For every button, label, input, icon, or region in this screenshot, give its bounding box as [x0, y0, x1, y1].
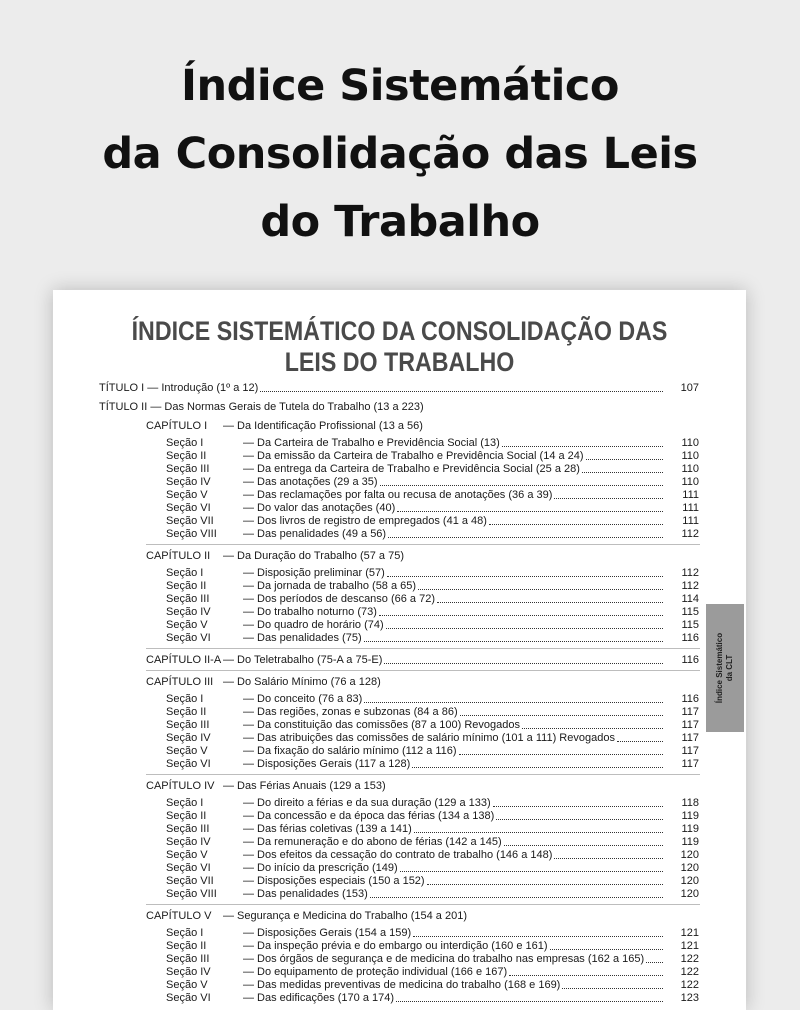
- toc-entry-text: — Do equipamento de proteção individual (166 e 167): [243, 966, 508, 978]
- toc-page-number: 110: [681, 450, 699, 462]
- toc-title-entry[interactable]: [99, 382, 699, 395]
- toc-page-number: 115: [681, 619, 699, 631]
- chapter-divider: [146, 904, 700, 905]
- toc-section-entry[interactable]: [166, 953, 699, 966]
- toc-entry-label: [166, 693, 362, 706]
- toc-section-entry[interactable]: [166, 693, 699, 706]
- toc-entry-text: — Dos órgãos de segurança e de medicina do trabalho nas empresas (162 a 165): [243, 953, 645, 965]
- toc-section-entry[interactable]: [166, 463, 699, 476]
- toc-entry-label: [166, 836, 502, 849]
- toc-entry-label: [166, 979, 560, 992]
- toc-entry-number: CAPÍTULO II-A: [146, 654, 222, 666]
- toc-section-entry[interactable]: [166, 823, 699, 836]
- dot-leader: [550, 949, 663, 950]
- toc-entry-label: [166, 502, 395, 515]
- toc-entry-text: — Da entrega da Carteira de Trabalho e Previdência Social (25 a 28): [243, 463, 580, 475]
- toc-entry-label: [146, 654, 382, 667]
- toc-entry-label: [166, 797, 491, 810]
- dot-leader: [396, 1001, 663, 1002]
- toc-entry-label: [166, 632, 362, 645]
- toc-entry-text: — Das penalidades (75): [243, 632, 362, 644]
- toc-entry-label: [146, 910, 467, 923]
- toc-entry-text: — Da inspeção prévia e do embargo ou interdição (160 e 161): [243, 940, 548, 952]
- toc-section-entry[interactable]: [166, 593, 699, 606]
- toc-entry-label: [166, 875, 425, 888]
- toc-entry-text: — Das edificações (170 a 174): [243, 992, 395, 1004]
- dot-leader: [554, 858, 663, 859]
- toc-title-entry[interactable]: [99, 401, 699, 414]
- toc-chapter-entry[interactable]: [146, 676, 699, 689]
- dot-leader: [459, 754, 663, 755]
- dot-leader: [364, 641, 663, 642]
- dot-leader: [380, 485, 663, 486]
- toc-chapter-entry[interactable]: [146, 780, 699, 793]
- toc-entry-text: — Das Férias Anuais (129 a 153): [223, 780, 386, 792]
- toc-entry-text: — Do início da prescrição (149): [243, 862, 398, 874]
- toc-entry-label: [166, 966, 507, 979]
- toc-entry-text: — Do conceito (76 a 83): [243, 693, 363, 705]
- side-tab[interactable]: [706, 604, 744, 732]
- toc-entry-text: — Das reclamações por falta ou recusa de anotações (36 a 39): [243, 489, 553, 501]
- toc-section-entry[interactable]: [166, 992, 699, 1005]
- dot-leader: [489, 524, 663, 525]
- toc-entry-text: — Disposições Gerais (117 a 128): [243, 758, 411, 770]
- dot-leader: [364, 702, 663, 703]
- toc-entry-text: — Da Carteira de Trabalho e Previdência Social (13): [243, 437, 500, 449]
- toc-entry-number: Seção I: [166, 693, 204, 705]
- toc-section-entry[interactable]: [166, 567, 699, 580]
- document-page: [53, 290, 746, 1010]
- dot-leader: [413, 936, 663, 937]
- toc-entry-label: [166, 758, 410, 771]
- toc-entry-label: [146, 676, 381, 689]
- toc-entry-text: — Das regiões, zonas e subzonas (84 a 86): [243, 706, 458, 718]
- toc-entry-number: Seção VII: [166, 515, 214, 527]
- toc-entry-text: — Da jornada de trabalho (58 a 65): [243, 580, 417, 592]
- document-title-line: ÍNDICE SISTEMÁTICO DA CONSOLIDAÇÃO DAS: [131, 316, 668, 346]
- toc-page-number: 123: [680, 992, 699, 1004]
- toc-section-entry[interactable]: [166, 940, 699, 953]
- toc-entry-label: [166, 567, 385, 580]
- toc-page-number: 112: [681, 567, 699, 579]
- dot-leader: [502, 446, 663, 447]
- document-title-line: LEIS DO TRABALHO: [284, 347, 515, 377]
- dot-leader: [384, 663, 663, 664]
- dot-leader: [418, 589, 663, 590]
- toc-entry-number: Seção VI: [166, 992, 211, 1004]
- toc-entry-number: Seção VIII: [166, 528, 217, 540]
- dot-leader: [460, 715, 663, 716]
- heading-line: da Consolidação das Leis: [102, 129, 698, 179]
- toc-page-number: 118: [681, 797, 699, 809]
- toc-page-number: 117: [681, 719, 699, 731]
- toc-entry-label: [166, 489, 552, 502]
- chapter-divider: [146, 648, 700, 649]
- toc-chapter-entry[interactable]: [146, 654, 699, 667]
- heading-line: do Trabalho: [260, 197, 540, 247]
- toc-entry-number: Seção III: [166, 953, 210, 965]
- toc-page-number: 112: [681, 528, 699, 540]
- toc-entry-text: — Da fixação do salário mínimo (112 a 116): [243, 745, 457, 757]
- side-tab-label-line: Índice Sistemático: [715, 632, 724, 704]
- toc-page-number: 122: [680, 979, 699, 991]
- toc-entry-label: [166, 823, 412, 836]
- toc-page-number: 114: [681, 593, 699, 605]
- toc-entry-text: — Do valor das anotações (40): [243, 502, 396, 514]
- toc-section-entry[interactable]: [166, 515, 699, 528]
- toc-entry-number: Seção V: [166, 849, 208, 861]
- toc-entry-label: [166, 810, 494, 823]
- toc-entry-label: [166, 606, 377, 619]
- toc-entry-number: Seção I: [166, 437, 204, 449]
- toc-section-entry[interactable]: [166, 927, 699, 940]
- toc-section-entry[interactable]: [166, 797, 699, 810]
- toc-entry-text: — Da Duração do Trabalho (57 a 75): [223, 550, 404, 562]
- toc-entry-text: — Do direito a férias e da sua duração (129 a 133): [243, 797, 491, 809]
- toc-section-entry[interactable]: [166, 849, 699, 862]
- toc-entry-number: Seção VI: [166, 862, 211, 874]
- dot-leader: [370, 897, 663, 898]
- toc-entry-text: — Disposições especiais (150 a 152): [243, 875, 425, 887]
- toc-entry-label: [146, 550, 404, 563]
- toc-entry-label: [146, 780, 386, 793]
- dot-leader: [397, 511, 663, 512]
- toc-entry-text: — Disposições Gerais (154 a 159): [243, 927, 412, 939]
- toc-page-number: 122: [680, 966, 699, 978]
- toc-section-entry[interactable]: [166, 632, 699, 645]
- toc-entry-number: Seção IV: [166, 476, 211, 488]
- toc-entry-text: — Das penalidades (49 a 56): [243, 528, 387, 540]
- toc-page-number: 120: [680, 888, 699, 900]
- toc-entry-text: — Das anotações (29 a 35): [243, 476, 378, 488]
- toc-section-entry[interactable]: [166, 606, 699, 619]
- toc-section-entry[interactable]: [166, 719, 699, 732]
- toc-entry-label: [166, 719, 520, 732]
- toc-entry-label: [146, 420, 423, 433]
- toc-entry-number: Seção I: [166, 567, 204, 579]
- toc-entry-number: Seção IV: [166, 966, 211, 978]
- toc-entry-text: — Das penalidades (153): [243, 888, 368, 900]
- toc-page-number: 116: [681, 654, 699, 666]
- document-title: [102, 316, 698, 378]
- toc-page-number: 111: [682, 502, 699, 514]
- toc-entry-label: [166, 732, 615, 745]
- toc-entry-number: CAPÍTULO II: [146, 550, 211, 562]
- toc-entry-label: [166, 953, 644, 966]
- toc-entry-number: Seção V: [166, 619, 208, 631]
- toc-entry-text: TÍTULO II — Das Normas Gerais de Tutela do Trabalho (13 a 223): [99, 401, 424, 413]
- dot-leader: [379, 615, 663, 616]
- page-heading: [0, 52, 800, 256]
- dot-leader: [586, 459, 663, 460]
- toc-section-entry[interactable]: [166, 706, 699, 719]
- toc-chapter-entry[interactable]: [146, 420, 699, 433]
- toc-section-entry[interactable]: [166, 966, 699, 979]
- toc-page-number: 111: [682, 515, 699, 527]
- toc-page-number: 117: [681, 732, 699, 744]
- dot-leader: [260, 391, 663, 392]
- toc-page-number: 122: [680, 953, 699, 965]
- dot-leader: [437, 602, 663, 603]
- toc-section-entry[interactable]: [166, 502, 699, 515]
- side-tab-label: [715, 608, 735, 728]
- toc-section-entry[interactable]: [166, 758, 699, 771]
- heading-line: Índice Sistemático: [181, 61, 619, 111]
- toc-entry-number: Seção VIII: [166, 888, 217, 900]
- toc-page-number: 119: [681, 810, 699, 822]
- toc-entry-label: [166, 476, 378, 489]
- toc-entry-number: CAPÍTULO V: [146, 910, 212, 922]
- toc-page-number: 116: [681, 693, 699, 705]
- toc-entry-number: CAPÍTULO III: [146, 676, 214, 688]
- toc-page-number: 116: [681, 632, 699, 644]
- toc-section-entry[interactable]: [166, 862, 699, 875]
- toc-entry-number: Seção III: [166, 593, 210, 605]
- toc-entry-label: [99, 382, 258, 395]
- toc-page-number: 121: [680, 927, 699, 939]
- toc-page-number: 117: [681, 745, 699, 757]
- toc-entry-number: CAPÍTULO I: [146, 420, 208, 432]
- toc-entry-text: — Da emissão da Carteira de Trabalho e Previdência Social (14 a 24): [243, 450, 584, 462]
- dot-leader: [522, 728, 663, 729]
- toc-entry-number: Seção I: [166, 797, 204, 809]
- toc-section-entry[interactable]: [166, 450, 699, 463]
- toc-entry-text: — Segurança e Medicina do Trabalho (154 a 201): [223, 910, 467, 922]
- toc-entry-label: [166, 437, 500, 450]
- toc-entry-number: Seção V: [166, 745, 208, 757]
- toc-page-number: 110: [681, 463, 699, 475]
- toc-entry-text: — Dos períodos de descanso (66 a 72): [243, 593, 436, 605]
- toc-section-entry[interactable]: [166, 489, 699, 502]
- toc-entry-label: [166, 528, 386, 541]
- dot-leader: [496, 819, 663, 820]
- dot-leader: [509, 975, 663, 976]
- toc-entry-number: Seção I: [166, 927, 204, 939]
- toc-entry-number: Seção II: [166, 940, 207, 952]
- toc-entry-text: — Dos livros de registro de empregados (41 a 48): [243, 515, 487, 527]
- toc-section-entry[interactable]: [166, 732, 699, 745]
- toc-entry-number: Seção VI: [166, 758, 211, 770]
- toc-section-entry[interactable]: [166, 875, 699, 888]
- toc-entry-text: TÍTULO I — Introdução (1º a 12): [99, 382, 259, 394]
- dot-leader: [427, 884, 663, 885]
- toc-entry-label: [166, 619, 384, 632]
- dot-leader: [412, 767, 663, 768]
- toc-entry-text: — Das atribuições das comissões de salário mínimo (101 a 111) Revogados: [243, 732, 615, 744]
- toc-page-number: 110: [681, 476, 699, 488]
- toc-entry-number: Seção V: [166, 489, 208, 501]
- toc-section-entry[interactable]: [166, 528, 699, 541]
- toc-entry-text: — Das férias coletivas (139 a 141): [243, 823, 412, 835]
- toc-page-number: 120: [680, 849, 699, 861]
- toc-page-number: 119: [681, 836, 699, 848]
- dot-leader: [388, 537, 663, 538]
- toc-entry-label: [99, 401, 424, 414]
- toc-entry-label: [166, 515, 487, 528]
- toc-section-entry[interactable]: [166, 437, 699, 450]
- toc-entry-label: [166, 862, 398, 875]
- toc-page-number: 120: [680, 862, 699, 874]
- toc-page-number: 117: [681, 706, 699, 718]
- chapter-divider: [146, 670, 700, 671]
- toc-entry-number: Seção III: [166, 463, 210, 475]
- toc-entry-label: [166, 940, 548, 953]
- toc-entry-label: [166, 992, 394, 1005]
- toc-entry-number: Seção IV: [166, 836, 211, 848]
- toc-page-number: 117: [681, 758, 699, 770]
- toc-page-number: 110: [681, 437, 699, 449]
- toc-entry-text: — Dos efeitos da cessação do contrato de trabalho (146 a 148): [243, 849, 553, 861]
- toc-entry-number: Seção VI: [166, 502, 211, 514]
- toc-section-entry[interactable]: [166, 580, 699, 593]
- toc-entry-label: [166, 450, 584, 463]
- toc-entry-text: — Da remuneração e do abono de férias (142 a 145): [243, 836, 502, 848]
- chapter-divider: [146, 544, 700, 545]
- toc-page-number: 119: [681, 823, 699, 835]
- toc-section-entry[interactable]: [166, 619, 699, 632]
- toc-entry-label: [166, 593, 435, 606]
- toc-entry-text: — Disposição preliminar (57): [243, 567, 385, 579]
- dot-leader: [414, 832, 663, 833]
- dot-leader: [386, 628, 663, 629]
- toc-page-number: 115: [681, 606, 699, 618]
- toc-entry-number: Seção V: [166, 979, 208, 991]
- dot-leader: [400, 871, 663, 872]
- dot-leader: [562, 988, 663, 989]
- toc-entry-number: Seção III: [166, 823, 210, 835]
- toc-entry-label: [166, 849, 552, 862]
- chapter-divider: [146, 774, 700, 775]
- toc-section-entry[interactable]: [166, 979, 699, 992]
- toc-entry-number: Seção II: [166, 706, 207, 718]
- dot-leader: [554, 498, 663, 499]
- dot-leader: [387, 576, 663, 577]
- toc-entry-number: Seção VII: [166, 875, 214, 887]
- toc-entry-number: Seção II: [166, 450, 207, 462]
- toc-section-entry[interactable]: [166, 888, 699, 901]
- toc-page-number: 107: [680, 382, 699, 394]
- dot-leader: [646, 962, 663, 963]
- toc-entry-text: — Do quadro de horário (74): [243, 619, 384, 631]
- toc-section-entry[interactable]: [166, 476, 699, 489]
- toc-entry-label: [166, 580, 416, 593]
- toc-entry-text: — Do Teletrabalho (75-A a 75-E): [223, 654, 383, 666]
- toc-entry-text: — Da constituição das comissões (87 a 100) Revogados: [243, 719, 520, 731]
- toc-entry-text: — Do trabalho noturno (73): [243, 606, 377, 618]
- toc-entry-label: [166, 927, 411, 940]
- toc-entry-text: — Do Salário Mínimo (76 a 128): [223, 676, 381, 688]
- toc-entry-label: [166, 706, 458, 719]
- toc-entry-number: Seção II: [166, 580, 207, 592]
- toc-entry-number: Seção III: [166, 719, 210, 731]
- toc-entry-number: Seção VI: [166, 632, 211, 644]
- dot-leader: [493, 806, 663, 807]
- toc-page-number: 112: [681, 580, 699, 592]
- dot-leader: [582, 472, 663, 473]
- toc-entry-label: [166, 463, 580, 476]
- toc-page-number: 111: [682, 489, 699, 501]
- toc-entry-number: CAPÍTULO IV: [146, 780, 215, 792]
- dot-leader: [617, 741, 663, 742]
- toc-chapter-entry[interactable]: [146, 550, 699, 563]
- toc-entry-number: Seção II: [166, 810, 207, 822]
- side-tab-label-line: da CLT: [725, 654, 734, 682]
- toc-entry-text: — Da concessão e da época das férias (134 a 138): [243, 810, 495, 822]
- toc-section-entry[interactable]: [166, 836, 699, 849]
- toc-page-number: 120: [680, 875, 699, 887]
- toc-page-number: 121: [680, 940, 699, 952]
- toc-entry-text: — Da Identificação Profissional (13 a 56): [223, 420, 423, 432]
- toc-entry-label: [166, 745, 457, 758]
- toc-entry-text: — Das medidas preventivas de medicina do trabalho (168 e 169): [243, 979, 561, 991]
- toc-entry-label: [166, 888, 368, 901]
- toc-section-entry[interactable]: [166, 745, 699, 758]
- toc-entry-number: Seção IV: [166, 732, 211, 744]
- toc-entry-number: Seção IV: [166, 606, 211, 618]
- toc-section-entry[interactable]: [166, 810, 699, 823]
- dot-leader: [504, 845, 663, 846]
- toc-chapter-entry[interactable]: [146, 910, 699, 923]
